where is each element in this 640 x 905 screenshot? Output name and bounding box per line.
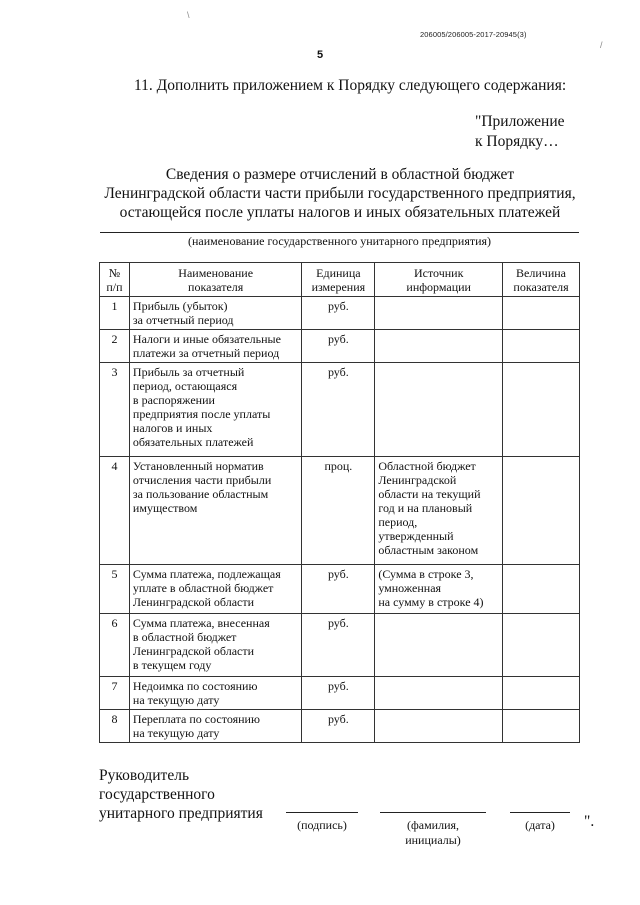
indicator-name: Сумма платежа, подлежащая уплате в областной бюджет Ленинградской области bbox=[129, 565, 301, 614]
table-row bbox=[100, 677, 580, 710]
indicator-value-cell[interactable] bbox=[503, 363, 580, 457]
margin-mark-left: \ bbox=[187, 10, 190, 20]
row-number: 5 bbox=[100, 565, 130, 614]
unit-of-measure: руб. bbox=[302, 363, 375, 457]
unit-of-measure: проц. bbox=[302, 457, 375, 565]
header-num: № п/п bbox=[100, 263, 130, 297]
indicator-value-cell[interactable] bbox=[503, 457, 580, 565]
title-line-1: Сведения о размере отчислений в областной бюджет bbox=[165, 166, 515, 183]
indicator-value-cell[interactable] bbox=[503, 677, 580, 710]
row-number: 1 bbox=[100, 297, 130, 330]
appendix-line-1: "Приложение bbox=[475, 113, 565, 130]
signatory-role bbox=[99, 766, 263, 823]
title-line-2: Ленинградской области части прибыли государственного предприятия, bbox=[104, 185, 576, 202]
information-source bbox=[375, 330, 503, 363]
document-number: 206005/206005-2017-20945(3) bbox=[420, 30, 527, 39]
row-number: 7 bbox=[100, 677, 130, 710]
information-source: Областной бюджет Ленинградской области на текущий год и на плановый период, утвержденный областным законом bbox=[375, 457, 503, 565]
title-line-3: остающейся после уплаты налогов и иных обязательных платежей bbox=[119, 204, 561, 221]
information-source bbox=[375, 363, 503, 457]
clause-11-text: 11. Дополнить приложением к Порядку следующего содержания: bbox=[134, 77, 567, 94]
page-number: 5 bbox=[316, 49, 324, 61]
table-row bbox=[100, 710, 580, 743]
information-source bbox=[375, 677, 503, 710]
table-row bbox=[100, 297, 580, 330]
table-row bbox=[100, 614, 580, 677]
table-row bbox=[100, 363, 580, 457]
table-body bbox=[100, 297, 580, 743]
role-line-1: Руководитель bbox=[99, 767, 190, 784]
header-name: Наименование показателя bbox=[129, 263, 301, 297]
unit-of-measure: руб. bbox=[302, 614, 375, 677]
name-caption: (фамилия, инициалы) bbox=[405, 818, 461, 847]
header-source: Источник информации bbox=[375, 263, 503, 297]
indicator-value-cell[interactable] bbox=[503, 614, 580, 677]
date-line[interactable] bbox=[510, 812, 570, 813]
appendix-reference bbox=[475, 112, 565, 152]
indicator-name: Переплата по состоянию на текущую дату bbox=[129, 710, 301, 743]
row-number: 6 bbox=[100, 614, 130, 677]
indicator-value-cell[interactable] bbox=[503, 330, 580, 363]
row-number: 4 bbox=[100, 457, 130, 565]
row-number: 8 bbox=[100, 710, 130, 743]
closing-quote: ". bbox=[584, 813, 595, 830]
header-value: Величина показателя bbox=[503, 263, 580, 297]
signature-caption: (подпись) bbox=[297, 818, 347, 832]
indicator-name: Налоги и иные обязательные платежи за отчетный период bbox=[129, 330, 301, 363]
indicator-value-cell[interactable] bbox=[503, 710, 580, 743]
information-source bbox=[375, 710, 503, 743]
unit-of-measure: руб. bbox=[302, 677, 375, 710]
indicator-value-cell[interactable] bbox=[503, 565, 580, 614]
role-line-2: государственного bbox=[99, 786, 215, 803]
table-row bbox=[100, 565, 580, 614]
indicator-value-cell[interactable] bbox=[503, 297, 580, 330]
unit-of-measure: руб. bbox=[302, 710, 375, 743]
role-line-3: унитарного предприятия bbox=[99, 805, 263, 822]
information-source bbox=[375, 297, 503, 330]
indicator-name: Сумма платежа, внесенная в областной бюджет Ленинградской области в текущем году bbox=[129, 614, 301, 677]
appendix-line-2: к Порядку… bbox=[475, 133, 559, 150]
indicator-name: Прибыль (убыток) за отчетный период bbox=[129, 297, 301, 330]
signature-line[interactable] bbox=[286, 812, 358, 813]
table-header-row bbox=[100, 263, 580, 297]
indicators-table bbox=[99, 262, 580, 743]
margin-mark-right: / bbox=[600, 40, 603, 50]
name-line[interactable] bbox=[380, 812, 486, 813]
indicator-name: Недоимка по состоянию на текущую дату bbox=[129, 677, 301, 710]
indicator-name: Установленный норматив отчисления части прибыли за пользование областным имуществом bbox=[129, 457, 301, 565]
information-source bbox=[375, 614, 503, 677]
enterprise-name-line bbox=[100, 232, 579, 233]
unit-of-measure: руб. bbox=[302, 297, 375, 330]
header-unit: Единица измерения bbox=[302, 263, 375, 297]
indicator-name: Прибыль за отчетный период, остающаяся в распоряжении предприятия после уплаты налогов и иных обязательных платежей bbox=[129, 363, 301, 457]
row-number: 3 bbox=[100, 363, 130, 457]
unit-of-measure: руб. bbox=[302, 330, 375, 363]
row-number: 2 bbox=[100, 330, 130, 363]
unit-of-measure: руб. bbox=[302, 565, 375, 614]
table-row bbox=[100, 330, 580, 363]
date-caption: (дата) bbox=[525, 818, 555, 832]
enterprise-name-caption: (наименование государственного унитарного предприятия) bbox=[187, 234, 492, 248]
table-row bbox=[100, 457, 580, 565]
information-source: (Сумма в строке 3, умноженная на сумму в строке 4) bbox=[375, 565, 503, 614]
document-title bbox=[100, 165, 580, 222]
